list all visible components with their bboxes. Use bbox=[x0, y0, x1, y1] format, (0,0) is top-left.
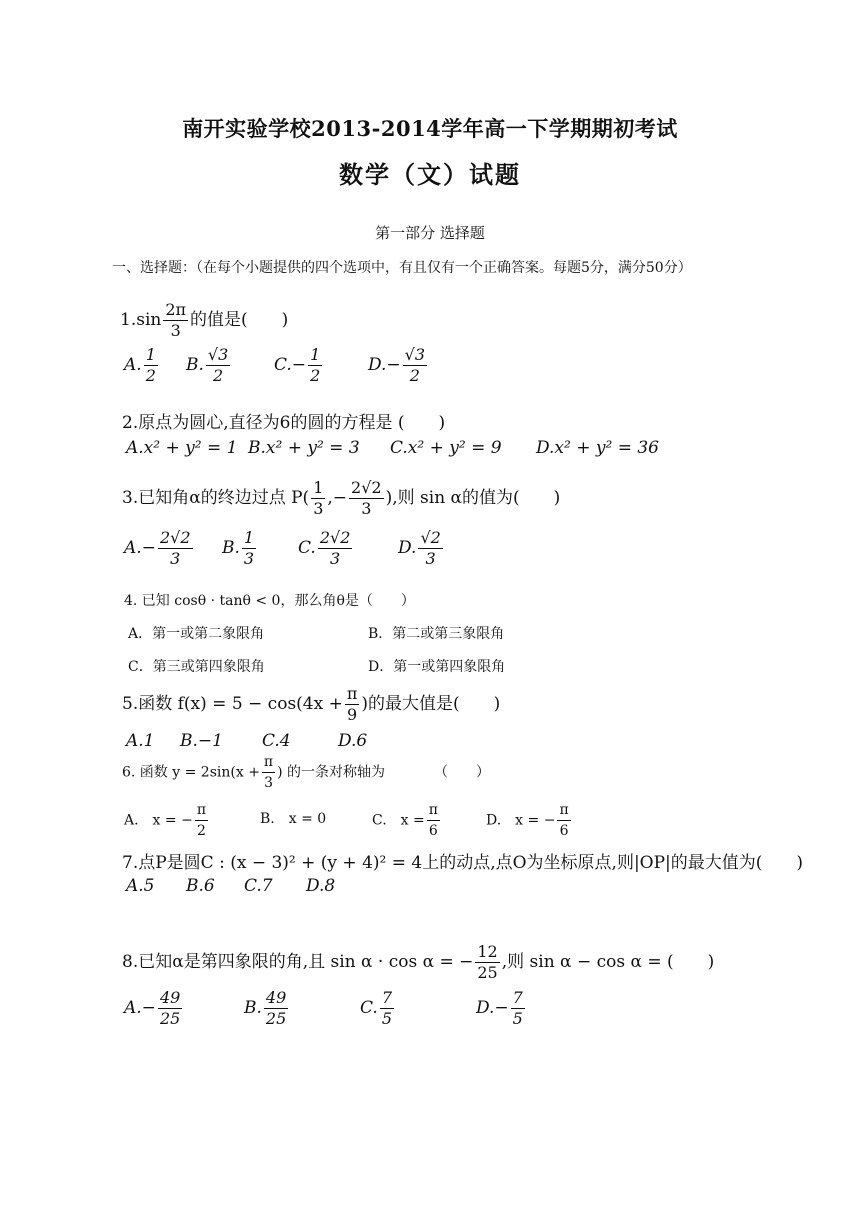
question-5-stem: 5.函数 f(x) = 5 − cos(4x + $\frac{\pi}{9}$ )的最大值是( ) bbox=[122, 684, 501, 724]
section-heading: 一、选择题：（在每个小题提供的四个选项中，有且仅有一个正确答案。每题5分，满分50分） bbox=[112, 260, 692, 276]
q7-option-c: C.7 bbox=[244, 876, 273, 896]
exam-title: 南开实验学校2013-2014学年高一下学期期初考试 bbox=[182, 116, 678, 141]
question-8-stem: 8.已知α是第四象限的角,且 sin α · cos α = − $\frac{12}{25}$ ,则 sin α − cos α = ( ) bbox=[122, 942, 715, 982]
q3-option-c: C. $\frac{2√2}{3}$ bbox=[298, 528, 351, 568]
q1-option-a: A. $\frac{1}{2}$ bbox=[124, 345, 156, 385]
q3-option-a: A.− $\frac{2√2}{3}$ bbox=[124, 528, 191, 568]
q6-option-a: A. x = − $\frac{\pi}{2}$ bbox=[124, 802, 207, 839]
q1-option-c: C.− $\frac{1}{2}$ bbox=[274, 345, 321, 385]
q7-option-b: B.6 bbox=[186, 876, 215, 896]
q8-option-b: B. $\frac{49}{25}$ bbox=[244, 988, 287, 1028]
q2-option-c: C.x² + y² = 9 bbox=[390, 438, 502, 458]
q2-option-b: B.x² + y² = 3 bbox=[248, 438, 360, 458]
q2-option-a: A.x² + y² = 1 bbox=[126, 438, 238, 458]
q4-option-a: A．第一或第二象限角 bbox=[128, 626, 265, 642]
question-4-stem: 4. 已知 cosθ · tanθ < 0，那么角θ是（ ） bbox=[124, 593, 415, 609]
question-3-stem: 3.已知角α的终边过点 P( $\frac{1}{3}$ ,− $\frac{2√2}{3}$ ),则 sin α的值为( ) bbox=[122, 478, 561, 518]
q7-option-a: A.5 bbox=[126, 876, 155, 896]
fraction: $\frac{2\pi}{3}$ bbox=[165, 300, 187, 340]
q5-option-c: C.4 bbox=[262, 731, 291, 751]
q5-option-a: A.1 bbox=[126, 731, 155, 751]
q8-option-a: A.− $\frac{49}{25}$ bbox=[124, 988, 181, 1028]
q5-option-d: D.6 bbox=[338, 731, 368, 751]
part-title: 第一部分 选择题 bbox=[375, 224, 485, 242]
q8-option-c: C. $\frac{7}{5}$ bbox=[360, 988, 392, 1028]
q7-option-d: D.8 bbox=[306, 876, 336, 896]
question-6-stem: 6. 函数 y = 2sin(x + $\frac{\pi}{3}$ ) 的一条对称轴为 （ ） bbox=[122, 754, 491, 791]
q1-option-b: B. $\frac{√3}{2}$ bbox=[186, 345, 229, 385]
exam-subtitle: 数学（文）试题 bbox=[339, 160, 521, 189]
q3-option-b: B. $\frac{1}{3}$ bbox=[222, 528, 255, 568]
q3-option-d: D. $\frac{√2}{3}$ bbox=[398, 528, 441, 568]
q6-option-d: D. x = − $\frac{\pi}{6}$ bbox=[486, 802, 569, 839]
question-1-stem: 1.sin $\frac{2\pi}{3}$ 的值是( ) bbox=[120, 300, 289, 340]
q4-option-d: D．第一或第四象限角 bbox=[368, 659, 506, 675]
question-7-stem: 7.点P是圆C : (x − 3)² + (y + 4)² = 4上的动点,点O为坐标原点,则|OP|的最大值为( ) bbox=[122, 853, 804, 873]
q5-option-b: B.−1 bbox=[180, 731, 223, 751]
q8-option-d: D.− $\frac{7}{5}$ bbox=[476, 988, 523, 1028]
question-2-stem: 2.原点为圆心,直径为6的圆的方程是 ( ) bbox=[122, 413, 446, 433]
q2-option-d: D.x² + y² = 36 bbox=[536, 438, 659, 458]
q6-option-c: C. x = $\frac{\pi}{6}$ bbox=[372, 802, 438, 839]
q4-option-c: C．第三或第四象限角 bbox=[128, 659, 265, 675]
q1-option-d: D.− $\frac{√3}{2}$ bbox=[368, 345, 426, 385]
q4-option-b: B．第二或第三象限角 bbox=[368, 626, 505, 642]
q6-option-b: B. x = 0 bbox=[260, 811, 327, 827]
